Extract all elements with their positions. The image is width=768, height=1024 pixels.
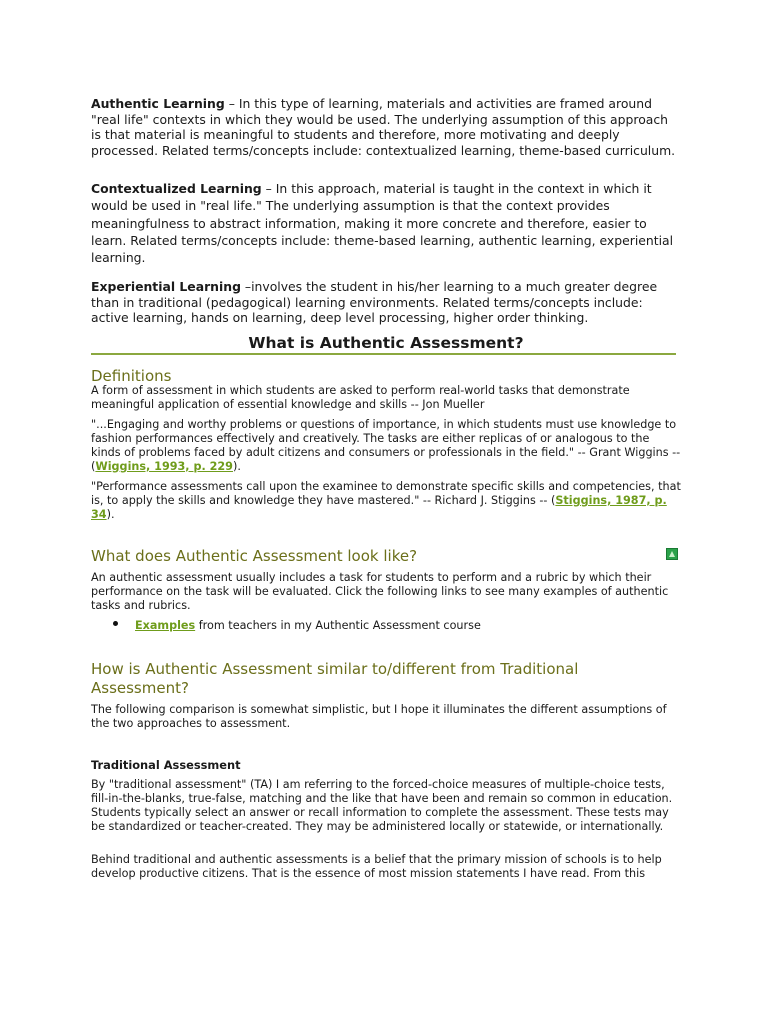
bullet-icon [113,619,121,627]
look-like-text: An authentic assessment usually includes a task for students to perform and a rubric by which their performance on the task will be evaluated. Click the following links to see many examples of authentic tasks and rubrics. [91,571,669,612]
definition-stiggins-end: ). [106,507,115,521]
definition-mueller: A form of assessment in which students are asked to perform real-world tasks that demonstrate meaningful application of essential knowledge and skills -- Jon Mueller [91,384,630,411]
contextualized-learning-text: – In this approach, material is taught in the context in which it would be used in "real life." The underlying assumption is that the context provides meaningfulness to abstract information, making it more concrete and therefore, easier to learn. Related terms/concepts include: theme-based learning, authentic learning, experiential learning. [91,181,674,266]
examples-list-text: from teachers in my Authentic Assessment course [195,619,481,632]
traditional-paragraph-1: By "traditional assessment" (TA) I am referring to the forced-choice measures of multiple-choice tests, fill-in-the-blanks, true-false, matching and the like that have been and remain so common in education. Students typically select an answer or recall information to complete the assessment. These tests may be standardized or teacher-created. They may be administered locally or statewide, or internationally. [91,778,673,833]
experiential-learning-text: –involves the student in his/her learning to a much greater degree than in traditional (pedagogical) learning environments. Related terms/concepts include: active learning, hands on learning, deep level processing, higher order thinking. [91,279,658,326]
definition-wiggins-end: ). [232,459,241,473]
examples-link[interactable]: Examples [135,619,196,632]
definition-stiggins [91,480,681,522]
page-title-block [91,333,681,353]
authentic-learning-text: – In this type of learning, materials and activities are framed around "real life" contexts in which they would be used. The underlying assumption of this approach is that material is meaningful to students and therefore, more motivating and deeply processed. Related terms/concepts include: contextualized learning, theme-based curriculum. [91,96,676,158]
traditional-heading: Traditional Assessment [91,758,241,772]
page-title: What is Authentic Assessment? [248,334,524,352]
contextualized-learning-term: Contextualized Learning [91,181,262,196]
examples-list-item [135,619,675,633]
up-arrow-icon[interactable] [666,548,678,560]
wiggins-citation-link[interactable]: Wiggins, 1993, p. 229 [95,459,233,473]
similar-heading: How is Authentic Assessment similar to/different from Traditional Assessment? [91,660,579,697]
definition-wiggins [91,418,681,474]
authentic-learning-paragraph [91,96,681,158]
definition-stiggins-text: "Performance assessments call upon the examinee to demonstrate specific skills and competencies, that is, to apply the skills and knowledge they have mastered." -- Richard J. Stiggins -- ( [91,480,681,507]
traditional-paragraph-2: Behind traditional and authentic assessments is a belief that the primary mission of schools is to help develop productive citizens. That is the essence of most mission statements I have read. From this [91,853,662,880]
definition-wiggins-text: "...Engaging and worthy problems or questions of importance, in which students must use knowledge to fashion performances effectively and creatively. The tasks are either replicas of or analogous to the kinds of problems faced by adult citizens and consumers or professionals in the field." -- Grant Wiggins -- ( [91,418,681,473]
definitions-heading: Definitions [91,367,172,385]
contextualized-learning-paragraph [91,180,681,266]
experiential-learning-term: Experiential Learning [91,279,241,294]
authentic-learning-term: Authentic Learning [91,96,225,111]
stiggins-citation-link[interactable]: Stiggins, 1987, p. 34 [91,493,667,521]
experiential-learning-paragraph [91,279,681,326]
look-like-heading: What does Authentic Assessment look like? [91,547,418,565]
title-divider [91,353,676,355]
similar-text: The following comparison is somewhat simplistic, but I hope it illuminates the different assumptions of the two approaches to assessment. [91,703,667,730]
